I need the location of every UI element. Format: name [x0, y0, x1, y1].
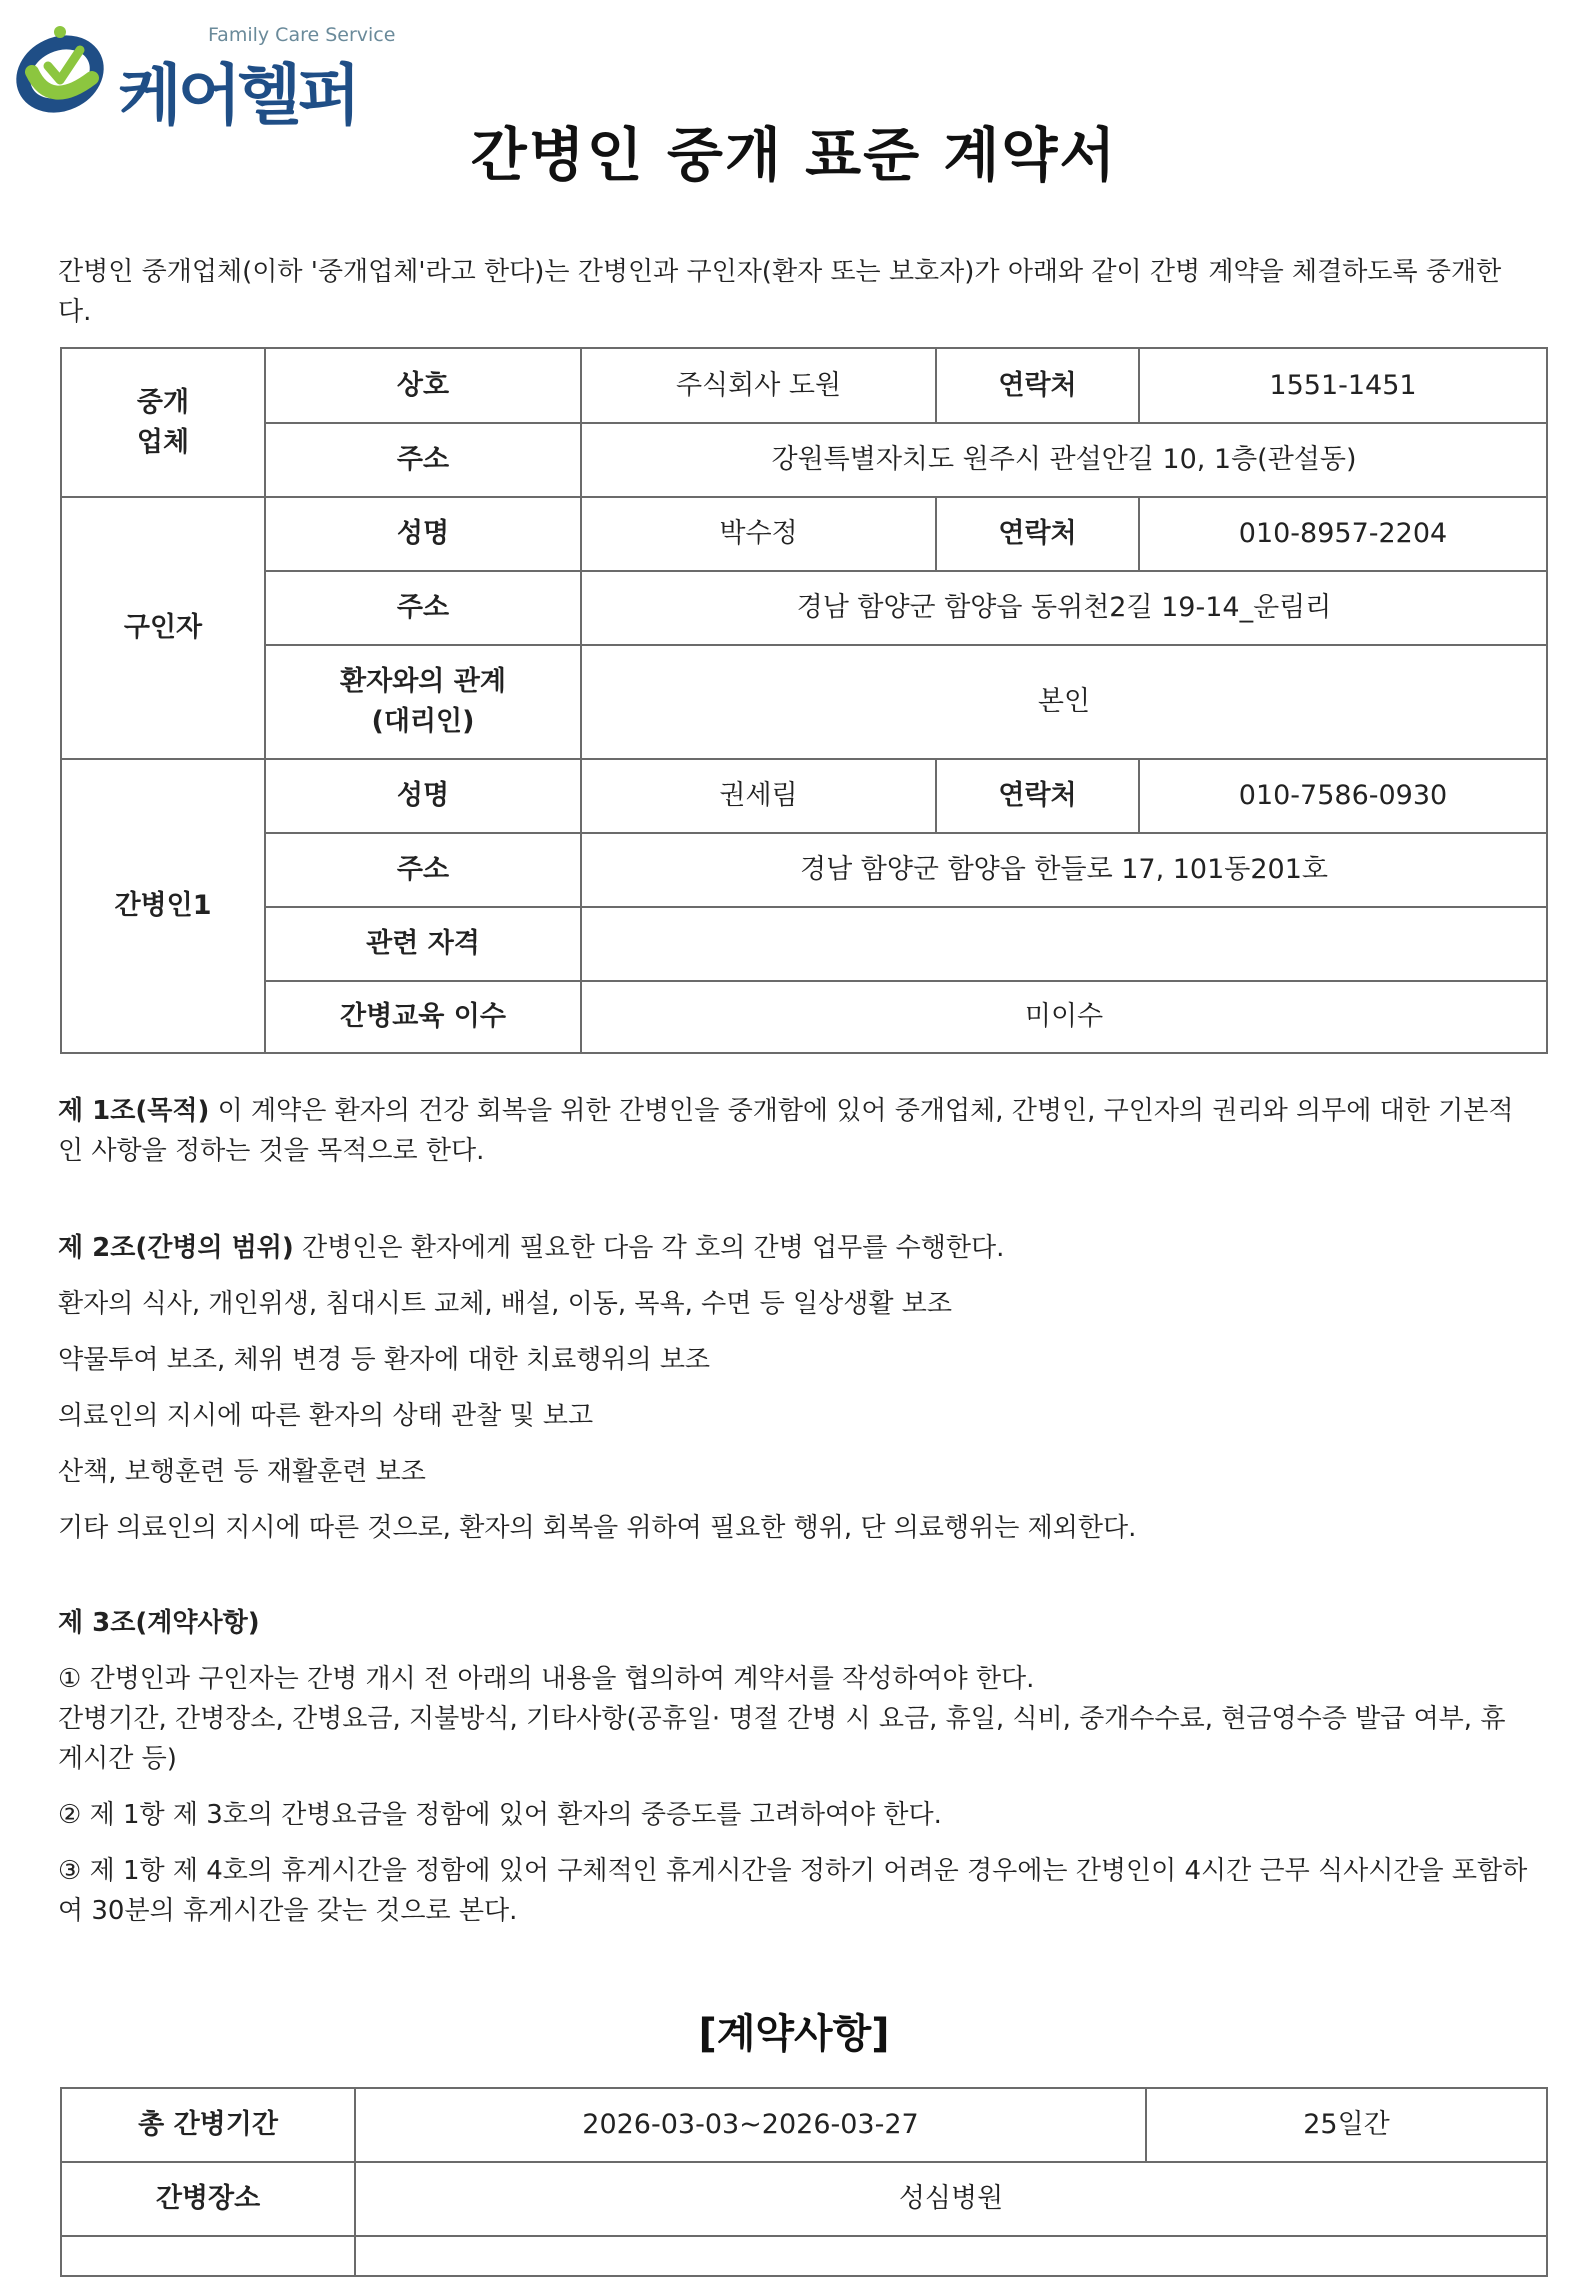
client-address-value: 경남 함양군 함양읍 동위천2길 19-14_운림리	[581, 571, 1547, 645]
article-2-title: 제 2조(간병의 범위)	[58, 1233, 294, 1263]
article-2-item-1: 환자의 식사, 개인위생, 침대시트 교체, 배설, 이동, 목욕, 수면 등 일상생활 보조	[58, 1289, 952, 1319]
place-label: 간병장소	[61, 2162, 355, 2236]
place-value: 성심병원	[355, 2162, 1547, 2236]
contract-table	[60, 2087, 1548, 2277]
broker-name-label: 상호	[265, 348, 581, 423]
article-2-text: 간병인은 환자에게 필요한 다음 각 호의 간병 업무를 수행한다.	[293, 1233, 1005, 1263]
article-1-text: 이 계약은 환자의 건강 회복을 위한 간병인을 중개함에 있어 중개업체, 간병인, 구인자의 권리와 의무에 대한 기본적인 사항을 정하는 것을 목적으로 한다.	[58, 1096, 1514, 1166]
broker-group-label: 중개 업체	[61, 348, 265, 497]
caregiver-name-label: 성명	[265, 759, 581, 833]
care-helper-logo-icon	[10, 22, 120, 122]
document-title: 간병인 중개 표준 계약서	[470, 121, 1118, 189]
logo-tagline: Family Care Service	[208, 24, 396, 46]
caregiver-qualification-label: 관련 자격	[265, 907, 581, 981]
article-3-clause-2: ② 제 1항 제 3호의 간병요금을 정함에 있어 환자의 중증도를 고려하여야 한다.	[58, 1800, 942, 1830]
caregiver-education-value: 미이수	[581, 981, 1547, 1053]
article-2-item-4: 산책, 보행훈련 등 재활훈련 보조	[58, 1457, 426, 1487]
caregiver-name-value: 권세림	[581, 759, 936, 833]
caregiver-address-label: 주소	[265, 833, 581, 907]
client-address-label: 주소	[265, 571, 581, 645]
article-1-title: 제 1조(목적)	[58, 1096, 210, 1126]
caregiver-qualification-value	[581, 907, 1547, 981]
article-2-item-5: 기타 의료인의 지시에 따른 것으로, 환자의 회복을 위하여 필요한 행위, 단 의료행위는 제외한다.	[58, 1513, 1137, 1543]
broker-address-label: 주소	[265, 423, 581, 497]
caregiver-group-label: 간병인1	[61, 759, 265, 1053]
article-1	[58, 1091, 1528, 1171]
client-group-label: 구인자	[61, 497, 265, 759]
caregiver-phone-label: 연락처	[936, 759, 1139, 833]
broker-phone-label: 연락처	[936, 348, 1139, 423]
contract-section-heading: [계약사항]	[698, 2011, 890, 2057]
article-2	[58, 1228, 1528, 1268]
period-days: 25일간	[1146, 2088, 1547, 2162]
next-row-label	[61, 2236, 355, 2276]
client-phone-value: 010-8957-2204	[1139, 497, 1547, 571]
broker-name-value: 주식회사 도원	[581, 348, 936, 423]
company-logo	[10, 22, 400, 134]
broker-address-value: 강원특별자치도 원주시 관설안길 10, 1층(관설동)	[581, 423, 1547, 497]
period-label: 총 간병기간	[61, 2088, 355, 2162]
article-3	[58, 1603, 1528, 1643]
article-3-clause-3: ③ 제 1항 제 4호의 휴게시간을 정함에 있어 구체적인 휴게시간을 정하기 어려운 경우에는 간병인이 4시간 근무 식사시간을 포함하여 30분의 휴게시간을 갖는 것으로 본다.	[58, 1856, 1528, 1926]
caregiver-address-value: 경남 함양군 함양읍 한들로 17, 101동201호	[581, 833, 1547, 907]
client-relation-value: 본인	[581, 645, 1547, 759]
article-3-clause-1: ① 간병인과 구인자는 간병 개시 전 아래의 내용을 협의하여 계약서를 작성하여야 한다. 간병기간, 간병장소, 간병요금, 지불방식, 기타사항(공휴일· 명절 간병 시 요금, 휴일, 식비, 중개수수료, 현금영수증 발급 여부, 휴게시간 등)	[58, 1664, 1506, 1774]
article-2-item-3: 의료인의 지시에 따른 환자의 상태 관찰 및 보고	[58, 1401, 594, 1431]
intro-paragraph: 간병인 중개업체(이하 '중개업체'라고 한다)는 간병인과 구인자(환자 또는 보호자)가 아래와 같이 간병 계약을 체결하도록 중개한다.	[58, 257, 1502, 327]
client-relation-label: 환자와의 관계 (대리인)	[265, 645, 581, 759]
broker-phone-value: 1551-1451	[1139, 348, 1547, 423]
caregiver-education-label: 간병교육 이수	[265, 981, 581, 1053]
client-name-label: 성명	[265, 497, 581, 571]
period-value: 2026-03-03~2026-03-27	[355, 2088, 1146, 2162]
logo-name: 케어헬퍼	[118, 57, 358, 134]
next-row-value	[355, 2236, 1547, 2276]
caregiver-phone-value: 010-7586-0930	[1139, 759, 1547, 833]
article-3-title: 제 3조(계약사항)	[58, 1608, 260, 1638]
parties-table	[60, 347, 1548, 1054]
client-phone-label: 연락처	[936, 497, 1139, 571]
article-2-item-2: 약물투여 보조, 체위 변경 등 환자에 대한 치료행위의 보조	[58, 1345, 711, 1375]
client-name-value: 박수정	[581, 497, 936, 571]
